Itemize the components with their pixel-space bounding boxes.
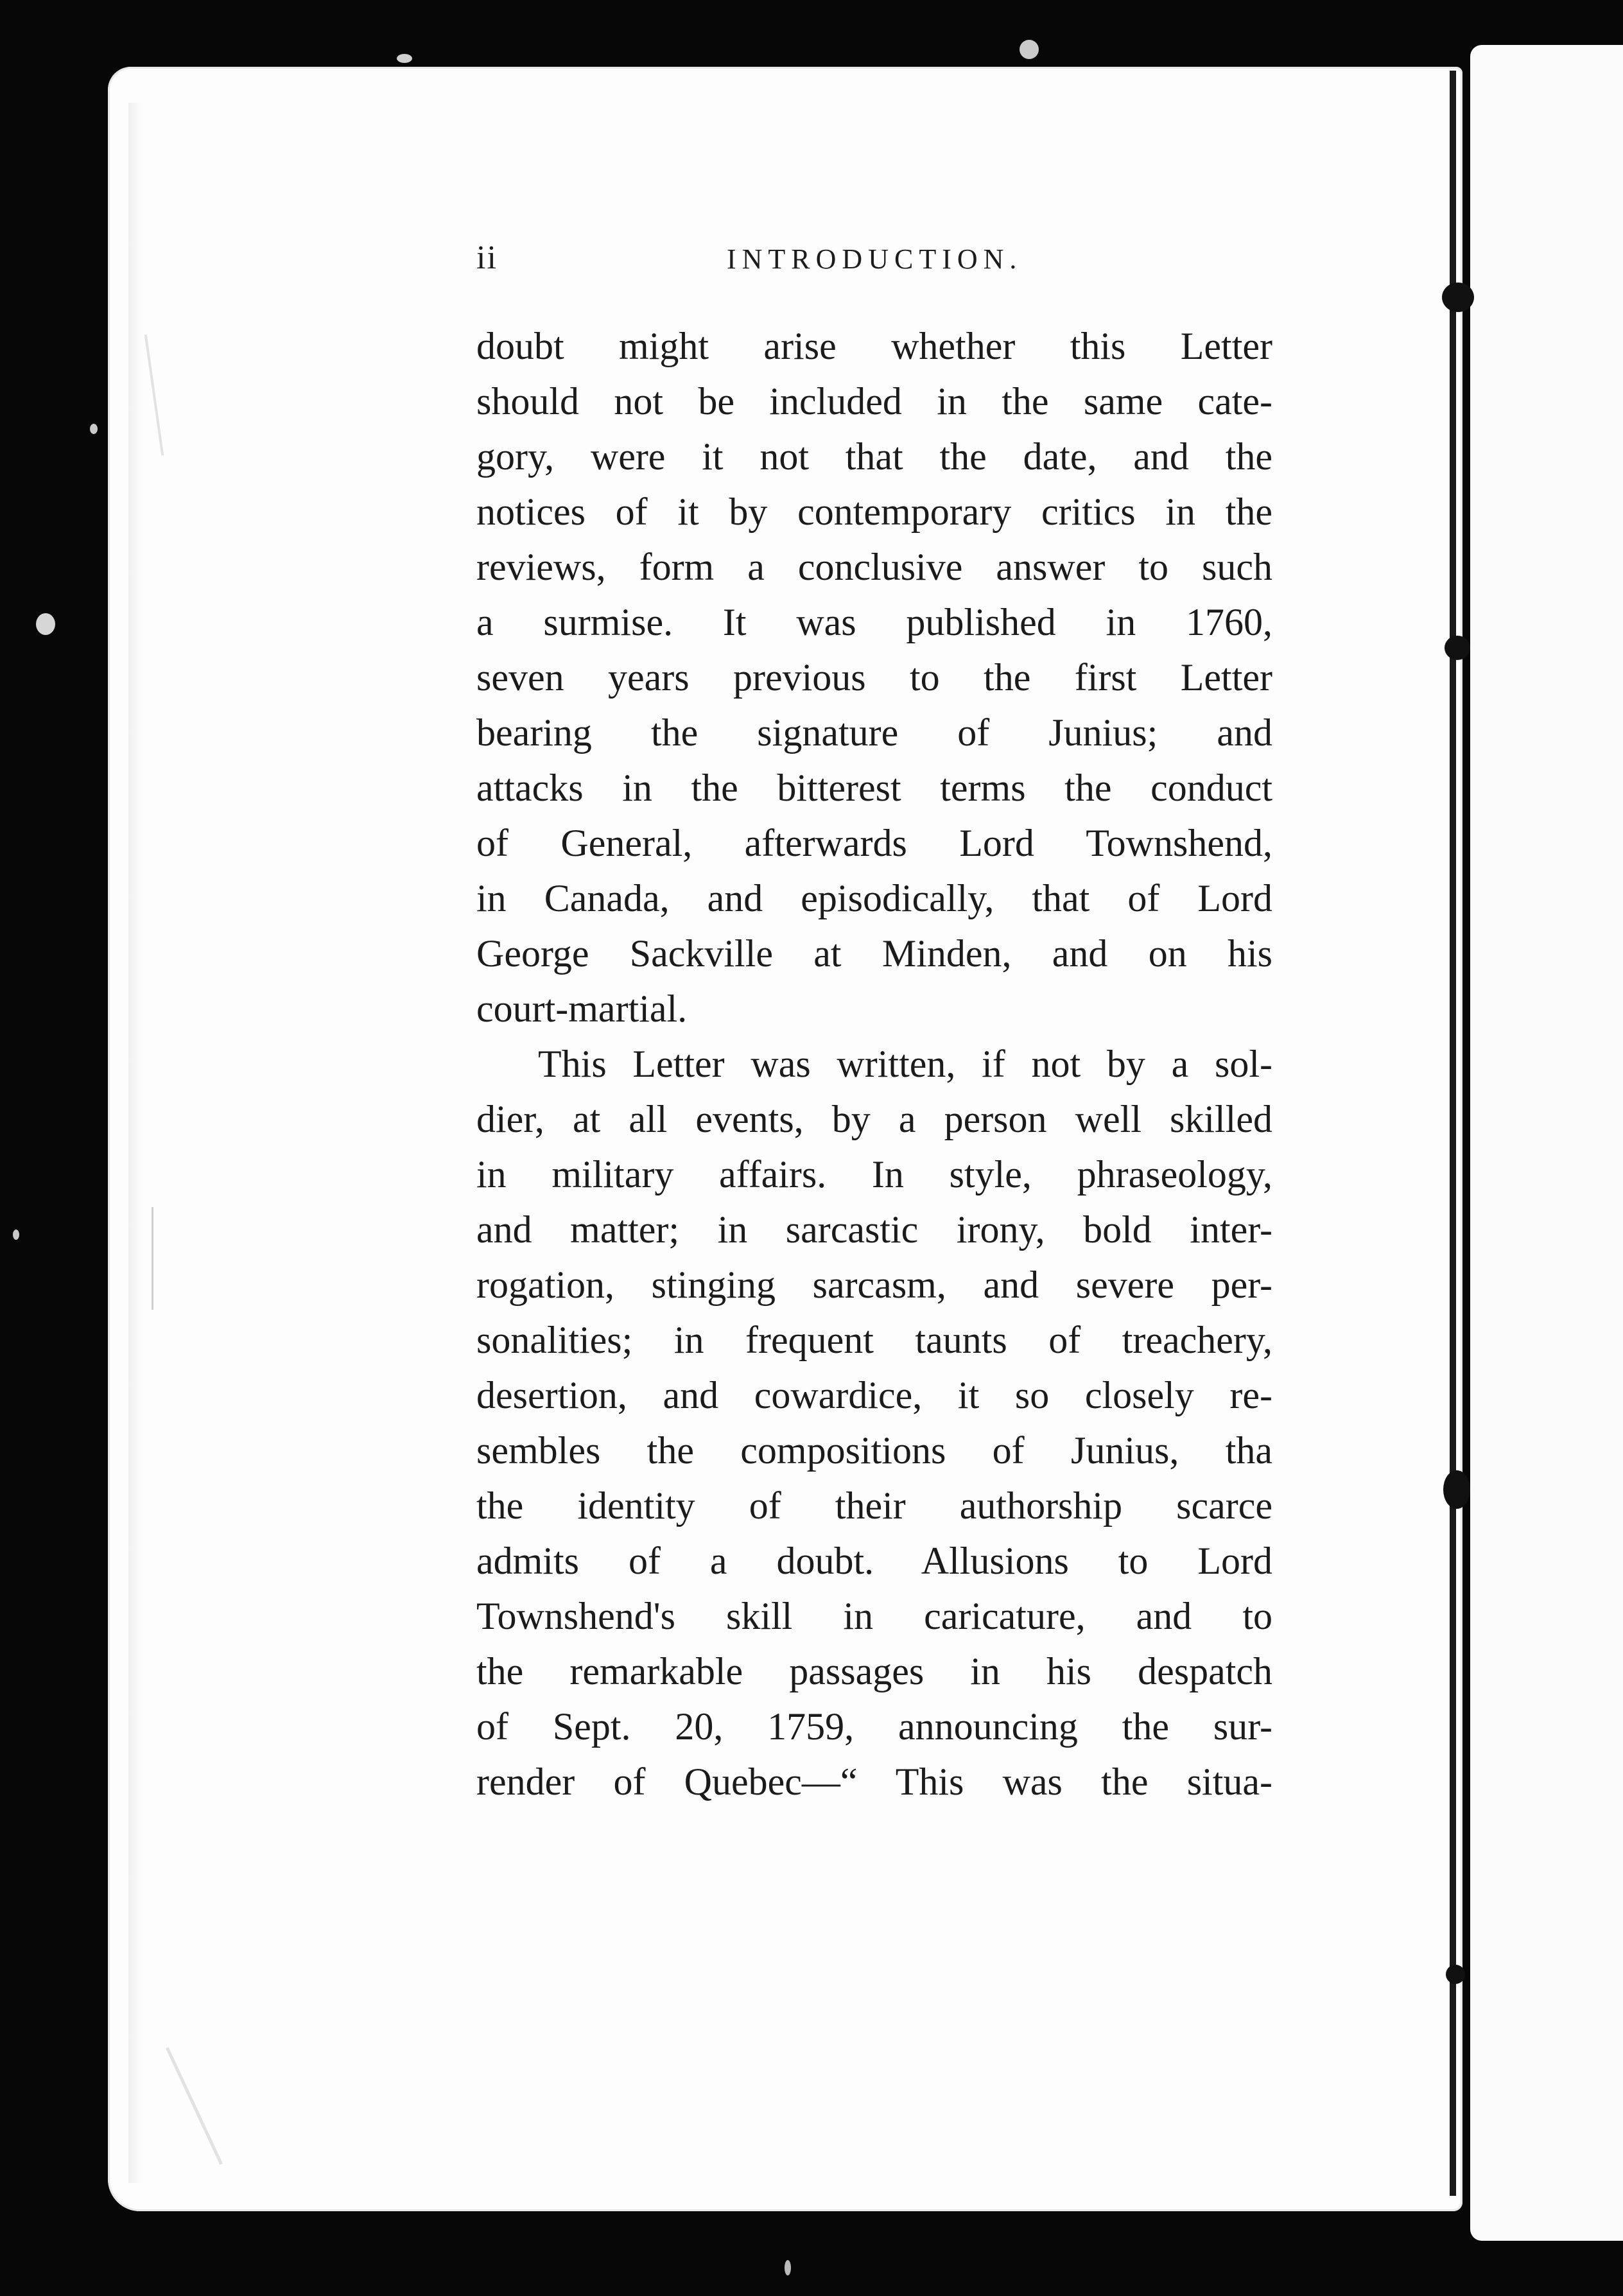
scan-speck — [397, 54, 412, 63]
text-line: and matter; in sarcastic irony, bold inter- — [476, 1208, 1272, 1251]
text-line: desertion, and cowardice, it so closely re- — [476, 1374, 1272, 1416]
text-line: rogation, stinging sarcasm, and severe per- — [476, 1264, 1272, 1306]
text-line: doubt might arise whether this Letter — [476, 325, 1272, 367]
running-title: INTRODUCTION. — [727, 243, 1023, 275]
body-text — [476, 318, 1272, 1809]
text-line: sembles the compositions of Junius, tha — [476, 1429, 1272, 1472]
paragraph — [476, 1036, 1272, 1809]
text-line: the remarkable passages in his despatch — [476, 1650, 1272, 1692]
text-line: admits of a doubt. Allusions to Lord — [476, 1540, 1272, 1582]
page-crease — [152, 1207, 153, 1310]
text-line: reviews, form a conclusive answer to such — [476, 546, 1272, 588]
text-line: seven years previous to the first Letter — [476, 656, 1272, 699]
scan-speck — [1020, 40, 1039, 59]
text-line: a surmise. It was published in 1760, — [476, 601, 1272, 643]
text-line: This Letter was written, if not by a sol- — [538, 1043, 1272, 1085]
text-line: sonalities; in frequent taunts of treachery, — [476, 1319, 1272, 1361]
page-fold-shadow — [128, 103, 143, 2183]
binding-mark — [1442, 283, 1474, 312]
text-line: notices of it by contemporary critics in the — [476, 491, 1272, 533]
text-line: court-martial. — [476, 987, 688, 1030]
binding-mark — [1443, 1470, 1470, 1509]
scan-speck — [785, 2260, 791, 2275]
text-line: of General, afterwards Lord Townshend, — [476, 822, 1272, 864]
text-line: in military affairs. In style, phraseology, — [476, 1153, 1272, 1196]
binding-mark — [1446, 1965, 1465, 1984]
text-line: gory, were it not that the date, and the — [476, 435, 1272, 478]
text-line: in Canada, and episodically, that of Lord — [476, 877, 1272, 919]
text-line: should not be included in the same cate- — [476, 380, 1272, 422]
page-number: ii — [476, 239, 498, 276]
text-line: bearing the signature of Junius; and — [476, 711, 1272, 754]
scan-speck — [13, 1230, 19, 1240]
text-line: Townshend's skill in caricature, and to — [476, 1595, 1272, 1637]
scan-speck — [36, 613, 55, 635]
running-header — [476, 239, 1272, 284]
facing-page-edge — [1470, 45, 1623, 2241]
scan-speck — [90, 424, 98, 434]
text-line: dier, at all events, by a person well skilled — [476, 1098, 1272, 1140]
paragraph — [476, 318, 1272, 1036]
text-line: George Sackville at Minden, and on his — [476, 932, 1272, 975]
page-gutter-edge — [1450, 71, 1456, 2196]
text-line: attacks in the bitterest terms the conduct — [476, 767, 1272, 809]
binding-mark — [1445, 636, 1470, 660]
text-line: of Sept. 20, 1759, announcing the sur- — [476, 1705, 1272, 1748]
text-line: the identity of their authorship scarce — [476, 1484, 1272, 1527]
text-line: render of Quebec—“ This was the situa- — [476, 1761, 1272, 1803]
